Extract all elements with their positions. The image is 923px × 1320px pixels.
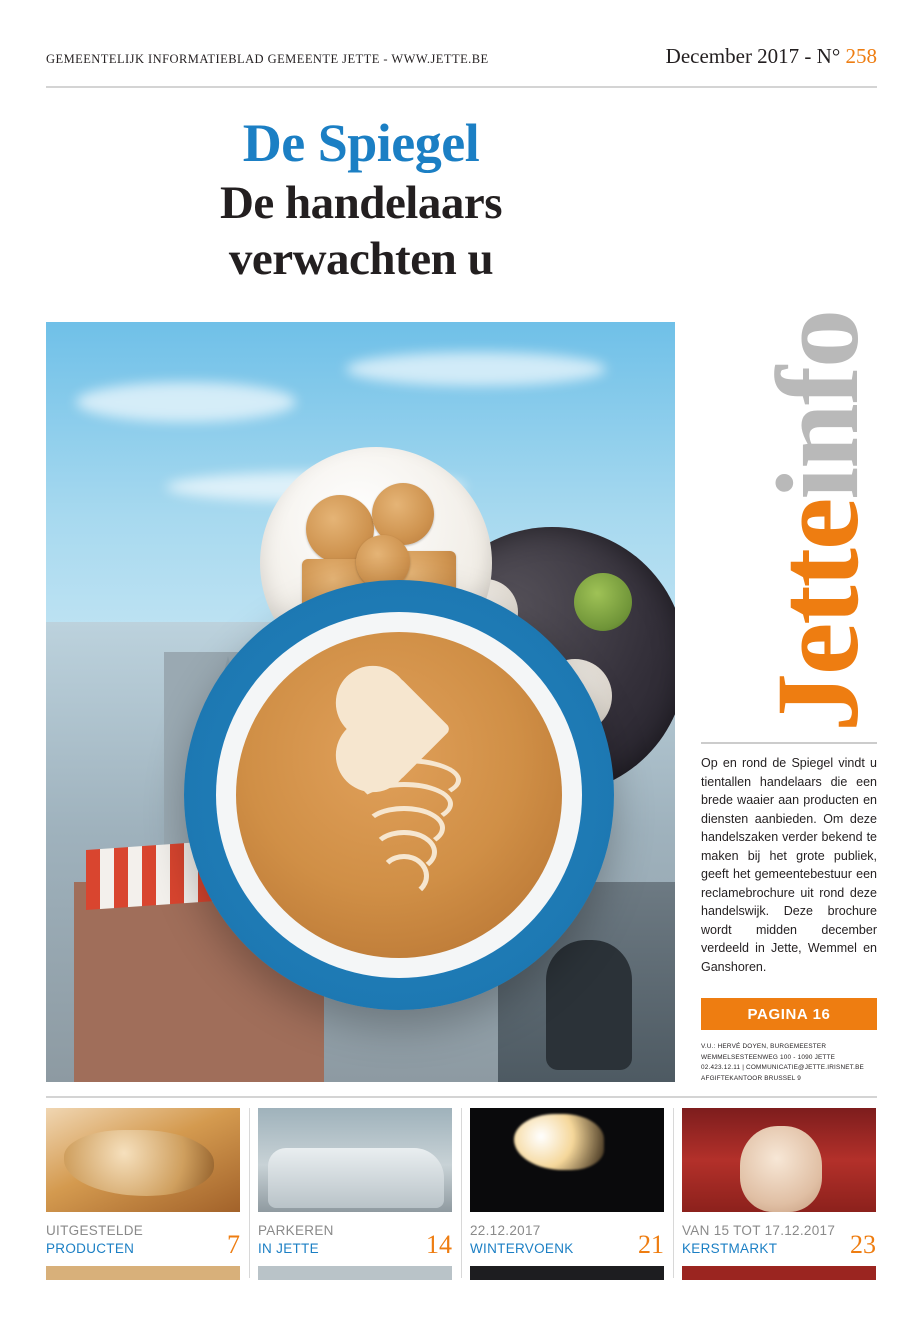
teaser-line-2: KERSTMARKT [682, 1241, 778, 1256]
hero-dessert-bowl-3 [574, 573, 632, 631]
divider-bottom [46, 1096, 877, 1098]
hero-latte-surface [236, 632, 562, 958]
teaser-bottom-strip [258, 1266, 452, 1280]
pastry-photo [46, 1108, 240, 1212]
teaser-page-number: 14 [426, 1230, 452, 1259]
intro-paragraph: Op en rond de Spiegel vindt u tientallen handelaars die een brede waaier aan producten en diensten aanbieden. Om deze handelszaken verder bekend te maken bij het grote publiek, geeft het gemeentebestuur een reclamebrochure uit rond deze handelswijk. Deze brochure wordt midden december verdeeld in Jette, Wemmel en Ganshoren. [701, 756, 877, 974]
latte-art-leaf [339, 758, 459, 938]
divider-top [46, 86, 877, 88]
teaser-page-number: 23 [850, 1230, 876, 1259]
colophon-line-1: V.U.: HERVÉ DOYEN, BURGEMEESTER [701, 1043, 827, 1050]
colophon-line-3: 02.423.12.11 | COMMUNICATIE@JETTE.IRISNET.BE [701, 1064, 865, 1071]
masthead-publication-line: GEMEENTELIJK INFORMATIEBLAD GEMEENTE JETTE - WWW.JETTE.BE [46, 52, 489, 66]
teaser-body [46, 1212, 240, 1258]
logo-word-jette: Jette [752, 499, 883, 732]
teaser-labels [258, 1222, 334, 1258]
teaser-labels [46, 1222, 143, 1258]
colophon-line-2: WEMMELSESTEENWEG 100 - 1090 JETTE [701, 1053, 836, 1061]
teaser-line-1: UITGESTELDE [46, 1223, 144, 1238]
teaser-line-1: PARKEREN [258, 1223, 334, 1238]
hero-cup-rim [216, 612, 582, 978]
jette-info-logo-text [752, 92, 883, 732]
teaser-item[interactable] [470, 1108, 664, 1278]
teaser-page-number: 21 [638, 1230, 664, 1259]
masthead-date: December 2017 - N° [665, 44, 846, 68]
headline-line-1: De handelaars [219, 177, 503, 229]
headline-block [46, 112, 676, 286]
teaser-line-1: VAN 15 TOT 17.12.2017 [682, 1223, 836, 1238]
masthead [46, 44, 877, 69]
hero-cloud-2 [346, 352, 606, 386]
headline-line-2: verwachten u [228, 233, 494, 285]
logo-word-info: info [752, 310, 883, 500]
masthead-issue-line [666, 44, 877, 69]
teaser-bottom-strip [46, 1266, 240, 1280]
colophon [701, 1042, 891, 1084]
hero-coffee-cup [184, 580, 614, 1010]
teaser-item[interactable] [682, 1108, 876, 1278]
teaser-separator [673, 1108, 674, 1278]
jette-info-logo [744, 104, 894, 744]
teaser-bottom-strip [470, 1266, 664, 1280]
teaser-item[interactable] [258, 1108, 452, 1278]
santa-claus-photo [682, 1108, 876, 1212]
teaser-body [682, 1212, 876, 1258]
teaser-line-2: WINTERVOENK [470, 1241, 574, 1256]
teaser-row [46, 1108, 877, 1278]
teaser-body [470, 1212, 664, 1258]
teaser-labels [682, 1222, 835, 1258]
teaser-body [258, 1212, 452, 1258]
teaser-line-2: IN JETTE [258, 1241, 319, 1256]
teaser-labels [470, 1222, 574, 1258]
divider-intro [701, 742, 877, 744]
teaser-page-number: 7 [227, 1230, 240, 1259]
hero-cloud-1 [76, 382, 296, 422]
teaser-separator [461, 1108, 462, 1278]
hero-image [46, 322, 675, 1082]
teaser-separator [249, 1108, 250, 1278]
masthead-issue-number: 258 [845, 44, 877, 68]
page-reference-badge[interactable]: PAGINA 16 [701, 998, 877, 1030]
hero-person-standing [546, 940, 632, 1070]
colophon-line-4: AFGIFTEKANTOOR BRUSSEL 9 [701, 1074, 801, 1082]
headline-kicker: De Spiegel [242, 113, 480, 173]
teaser-bottom-strip [682, 1266, 876, 1280]
teaser-line-1: 22.12.2017 [470, 1223, 541, 1238]
teaser-item[interactable] [46, 1108, 240, 1278]
parking-car-photo [258, 1108, 452, 1212]
teaser-line-2: PRODUCTEN [46, 1241, 135, 1256]
fire-breather-photo [470, 1108, 664, 1212]
